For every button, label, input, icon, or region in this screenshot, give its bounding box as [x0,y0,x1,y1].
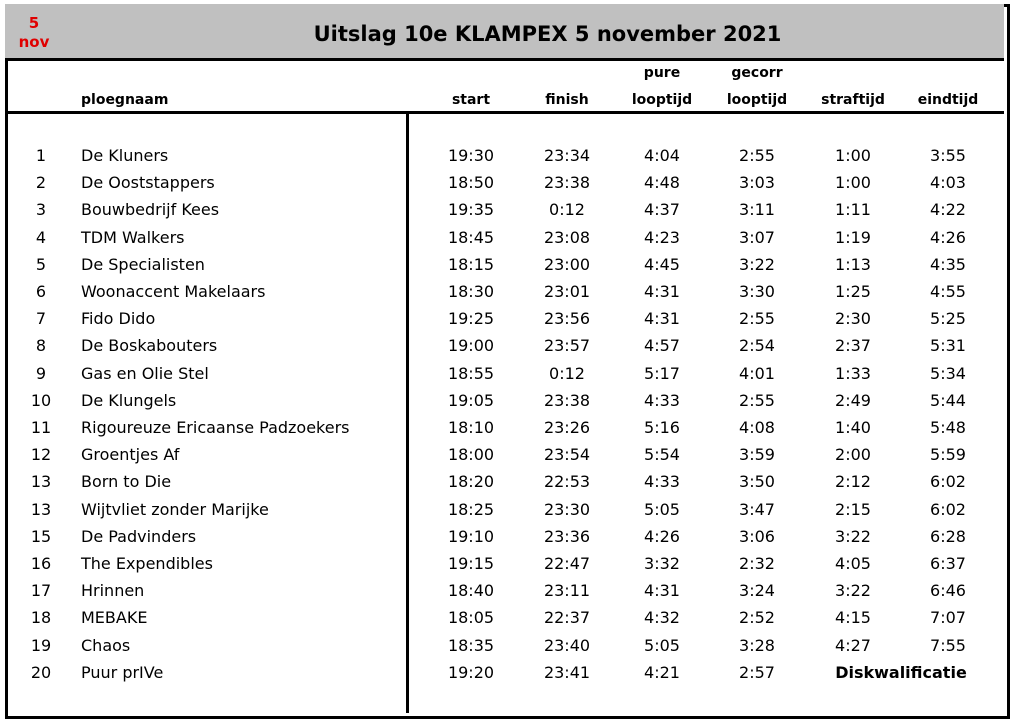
cell-status: Diskwalificatie [835,662,967,682]
cell-finish: 23:54 [543,445,591,465]
cell-gecorr-looptijd: 2:55 [739,390,775,410]
cell-pure-looptijd: 4:33 [644,390,680,410]
cell-eindtijd: 4:35 [930,254,966,274]
cell-pure-looptijd: 4:31 [644,309,680,329]
cell-finish: 23:36 [543,526,591,546]
cell-finish: 0:12 [549,363,585,383]
cell-team: Bouwbedrijf Kees [81,200,220,220]
cell-eindtijd: 4:26 [930,227,966,247]
date-badge-month: nov [18,33,50,51]
cell-team: Rigoureuze Ericaanse Padzoekers [81,418,350,437]
cell-rank: 11 [30,418,52,437]
cell-start: 19:05 [447,390,495,410]
cell-pure-looptijd: 4:04 [644,146,680,165]
cell-gecorr-looptijd: 3:11 [739,200,775,220]
table-row [0,364,1013,391]
table-row [0,255,1013,282]
cell-eindtijd: 6:28 [930,526,966,546]
cell-eindtijd: 4:03 [930,173,966,193]
cell-gecorr-looptijd: 3:03 [739,173,775,193]
cell-rank: 7 [35,309,47,329]
cell-straftijd: 1:11 [835,200,871,220]
cell-start: 18:40 [447,581,495,601]
cell-team: Chaos [81,635,131,655]
table-row [0,445,1013,472]
cell-pure-looptijd: 4:57 [644,336,680,356]
cell-eindtijd: 4:22 [930,200,966,220]
cell-pure-looptijd: 4:33 [644,472,680,492]
cell-gecorr-looptijd: 2:52 [739,608,775,628]
cell-gecorr-looptijd: 3:30 [739,282,775,301]
cell-rank: 18 [30,608,52,628]
cell-pure-looptijd: 4:32 [644,608,680,628]
cell-start: 18:20 [447,472,495,492]
cell-gecorr-looptijd: 2:54 [739,336,775,356]
cell-gecorr-looptijd: 3:06 [739,526,775,546]
cell-team: Woonaccent Makelaars [81,282,266,301]
header-divider [5,111,1004,114]
cell-eindtijd: 4:55 [930,282,966,301]
cell-rank: 6 [35,282,47,301]
table-row [0,309,1013,336]
cell-pure-looptijd: 4:21 [644,662,680,682]
cell-finish: 23:56 [543,309,591,329]
cell-start: 19:15 [447,554,495,573]
cell-rank: 20 [30,662,52,682]
cell-gecorr-looptijd: 3:59 [739,445,775,465]
cell-rank: 13 [30,499,52,519]
cell-eindtijd: 5:31 [930,336,966,356]
cell-straftijd: 1:19 [835,227,871,247]
cell-eindtijd: 7:55 [930,635,966,655]
cell-straftijd: 2:12 [835,472,871,492]
cell-pure-looptijd: 3:32 [644,554,680,573]
cell-finish: 23:00 [543,254,591,274]
table-row [0,336,1013,363]
cell-pure-looptijd: 4:37 [644,200,680,220]
cell-team: De Kluners [81,146,169,165]
cell-gecorr-looptijd: 4:08 [739,418,775,437]
cell-eindtijd: 5:44 [930,390,966,410]
table-row [0,581,1013,608]
cell-team: MEBAKE [81,608,148,628]
cell-straftijd: 4:05 [835,554,871,573]
cell-gecorr-looptijd: 4:01 [739,363,775,383]
cell-team: De Boskabouters [81,336,218,356]
cell-rank: 19 [30,635,52,655]
cell-finish: 23:08 [543,227,591,247]
cell-start: 19:30 [447,146,495,165]
header-gecorr-bottom: looptijd [726,92,788,108]
cell-team: De Klungels [81,390,177,410]
cell-straftijd: 1:13 [835,254,871,274]
cell-start: 18:30 [447,282,495,301]
cell-gecorr-looptijd: 3:28 [739,635,775,655]
cell-rank: 17 [30,581,52,601]
cell-finish: 23:30 [543,499,591,519]
cell-eindtijd: 5:25 [930,309,966,329]
cell-pure-looptijd: 4:31 [644,581,680,601]
cell-start: 19:25 [447,309,495,329]
cell-team: Groentjes Af [81,445,180,465]
date-badge-day: 5 [28,14,40,32]
cell-gecorr-looptijd: 3:24 [739,581,775,601]
cell-gecorr-looptijd: 3:07 [739,227,775,247]
cell-start: 18:05 [447,608,495,628]
table-row [0,554,1013,581]
cell-team: De Ooststappers [81,173,215,193]
cell-team: TDM Walkers [81,227,185,247]
header-gecorr-top: gecorr [731,65,783,81]
cell-team: Hrinnen [81,581,145,601]
cell-rank: 2 [35,173,47,193]
cell-start: 18:15 [447,254,495,274]
cell-straftijd: 3:22 [835,526,871,546]
cell-eindtijd: 6:37 [930,554,966,573]
cell-start: 18:50 [447,173,495,193]
cell-team: De Padvinders [81,526,197,546]
cell-gecorr-looptijd: 2:55 [739,309,775,329]
cell-straftijd: 2:49 [835,390,871,410]
cell-pure-looptijd: 4:45 [644,254,680,274]
cell-team: Born to Die [81,472,172,492]
cell-straftijd: 2:00 [835,445,871,465]
cell-pure-looptijd: 4:23 [644,227,680,247]
table-row [0,146,1013,173]
cell-eindtijd: 6:46 [930,581,966,601]
header-ploegnaam: ploegnaam [81,92,169,108]
cell-eindtijd: 6:02 [930,472,966,492]
cell-gecorr-looptijd: 2:32 [739,554,775,573]
cell-start: 18:35 [447,635,495,655]
table-row [0,200,1013,227]
cell-straftijd: 3:22 [835,581,871,601]
table-row [0,500,1013,527]
cell-pure-looptijd: 5:54 [644,445,680,465]
table-row [0,636,1013,663]
cell-straftijd: 4:15 [835,608,871,628]
cell-rank: 5 [35,254,47,274]
cell-pure-looptijd: 5:17 [644,363,680,383]
cell-gecorr-looptijd: 2:55 [739,146,775,165]
cell-finish: 23:38 [543,173,591,193]
cell-gecorr-looptijd: 3:50 [739,472,775,492]
cell-start: 18:45 [447,227,495,247]
cell-rank: 12 [30,445,52,465]
cell-rank: 16 [30,554,52,573]
cell-finish: 23:26 [543,418,591,437]
cell-straftijd: 1:00 [835,173,871,193]
cell-gecorr-looptijd: 3:22 [739,254,775,274]
cell-finish: 23:57 [543,336,591,356]
header-start: start [451,92,491,108]
cell-team: The Expendibles [81,554,213,573]
table-row [0,173,1013,200]
table-row [0,228,1013,255]
page-title: Uitslag 10e KLAMPEX 5 november 2021 [313,22,782,46]
cell-pure-looptijd: 4:31 [644,282,680,301]
cell-straftijd: 1:33 [835,363,871,383]
cell-finish: 23:38 [543,390,591,410]
header-pure-bottom: looptijd [631,92,693,108]
cell-straftijd: 1:25 [835,282,871,301]
cell-finish: 23:41 [543,662,591,682]
title-bar [5,4,1004,61]
cell-team: De Specialisten [81,254,205,274]
cell-pure-looptijd: 5:05 [644,635,680,655]
table-row [0,663,1013,690]
cell-straftijd: 2:37 [835,336,871,356]
header-finish: finish [545,92,589,108]
cell-team: Puur prIVe [81,662,164,682]
cell-team: Fido Dido [81,309,156,329]
header-eindtijd: eindtijd [917,92,979,108]
cell-team: Gas en Olie Stel [81,363,209,383]
table-row [0,282,1013,309]
cell-eindtijd: 3:55 [930,146,966,165]
cell-eindtijd: 5:34 [930,363,966,383]
table-row [0,418,1013,445]
cell-start: 18:10 [447,418,495,437]
cell-gecorr-looptijd: 3:47 [739,499,775,519]
table-row [0,608,1013,635]
cell-gecorr-looptijd: 2:57 [739,662,775,682]
cell-start: 18:55 [447,363,495,383]
table-row [0,472,1013,499]
cell-start: 18:00 [447,445,495,465]
table-row [0,527,1013,554]
cell-straftijd: 4:27 [835,635,871,655]
cell-straftijd: 1:40 [835,418,871,437]
cell-finish: 22:47 [543,554,591,573]
cell-finish: 22:53 [543,472,591,492]
cell-eindtijd: 5:48 [930,418,966,437]
cell-finish: 0:12 [549,200,585,220]
cell-pure-looptijd: 4:26 [644,526,680,546]
cell-eindtijd: 5:59 [930,445,966,465]
header-straftijd: straftijd [821,92,885,108]
cell-finish: 23:11 [543,581,591,601]
cell-eindtijd: 6:02 [930,499,966,519]
cell-pure-looptijd: 5:16 [644,418,680,437]
cell-straftijd: 1:00 [835,146,871,165]
cell-rank: 10 [30,390,52,410]
cell-pure-looptijd: 5:05 [644,499,680,519]
cell-pure-looptijd: 4:48 [644,173,680,193]
cell-start: 19:35 [447,200,495,220]
cell-rank: 4 [35,227,47,247]
cell-team: Wijtvliet zonder Marijke [81,499,269,519]
cell-rank: 1 [35,146,47,165]
cell-rank: 3 [35,200,47,220]
table-row [0,391,1013,418]
cell-rank: 13 [30,472,52,492]
header-pure-top: pure [643,65,681,81]
cell-start: 19:00 [447,336,495,356]
cell-finish: 22:37 [543,608,591,628]
cell-rank: 8 [35,336,47,356]
cell-eindtijd: 7:07 [930,608,966,628]
cell-rank: 9 [35,363,47,383]
cell-finish: 23:34 [543,146,591,165]
cell-rank: 15 [30,526,52,546]
cell-start: 19:10 [447,526,495,546]
cell-start: 19:20 [447,662,495,682]
cell-straftijd: 2:30 [835,309,871,329]
cell-straftijd: 2:15 [835,499,871,519]
cell-finish: 23:01 [543,282,591,301]
cell-finish: 23:40 [543,635,591,655]
cell-start: 18:25 [447,499,495,519]
